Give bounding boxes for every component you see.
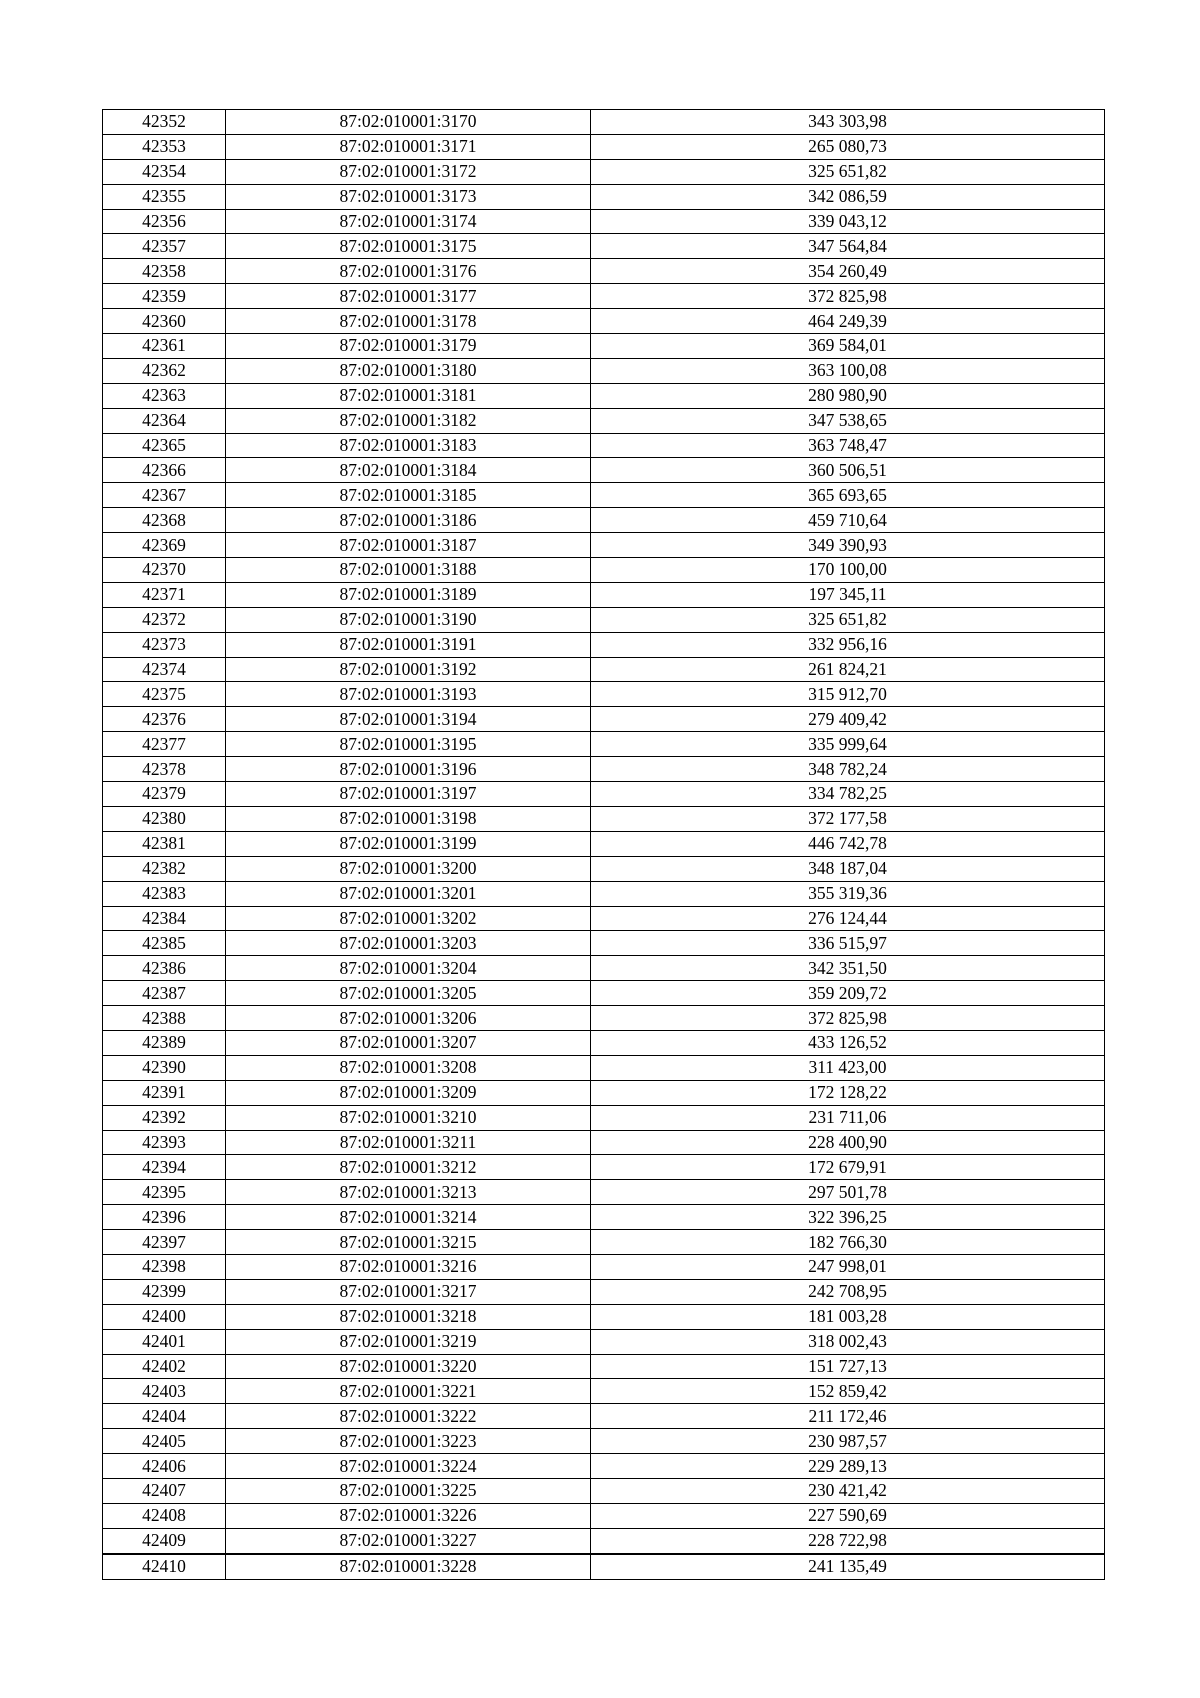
row-number-cell: 42400 [103,1304,226,1329]
table-row [103,1279,1105,1304]
table-row [103,558,1105,583]
row-number-cell: 42381 [103,831,226,856]
table-row [103,110,1105,135]
value-cell: 342 086,59 [591,184,1105,209]
cadastral-number-cell: 87:02:010001:3210 [226,1105,591,1130]
cadastral-number-cell: 87:02:010001:3202 [226,906,591,931]
table-row [103,1105,1105,1130]
row-number-cell: 42401 [103,1329,226,1354]
value-cell: 363 100,08 [591,358,1105,383]
table-row [103,358,1105,383]
cadastral-number-cell: 87:02:010001:3189 [226,582,591,607]
cadastral-number-cell: 87:02:010001:3192 [226,657,591,682]
table-row [103,806,1105,831]
table-row [103,1528,1105,1553]
table-row [103,831,1105,856]
row-number-cell: 42374 [103,657,226,682]
cadastral-number-cell: 87:02:010001:3184 [226,458,591,483]
value-cell: 151 727,13 [591,1354,1105,1379]
table-row [103,159,1105,184]
value-cell: 280 980,90 [591,383,1105,408]
table-row [103,906,1105,931]
value-cell: 446 742,78 [591,831,1105,856]
row-number-cell: 42396 [103,1205,226,1230]
table-row [103,1503,1105,1528]
row-number-cell: 42369 [103,533,226,558]
value-cell: 354 260,49 [591,259,1105,284]
table-row [103,607,1105,632]
cadastral-number-cell: 87:02:010001:3205 [226,981,591,1006]
cadastral-number-cell: 87:02:010001:3226 [226,1503,591,1528]
table-row [103,757,1105,782]
row-number-cell: 42363 [103,383,226,408]
cadastral-number-cell: 87:02:010001:3222 [226,1404,591,1429]
row-number-cell: 42368 [103,508,226,533]
cadastral-number-cell: 87:02:010001:3214 [226,1205,591,1230]
row-number-cell: 42398 [103,1254,226,1279]
cadastral-number-cell: 87:02:010001:3185 [226,483,591,508]
table-row [103,1180,1105,1205]
table-row [103,1205,1105,1230]
row-number-cell: 42367 [103,483,226,508]
cadastral-number-cell: 87:02:010001:3200 [226,856,591,881]
value-cell: 334 782,25 [591,782,1105,807]
row-number-cell: 42394 [103,1155,226,1180]
row-number-cell: 42385 [103,931,226,956]
cadastral-number-cell: 87:02:010001:3197 [226,782,591,807]
row-number-cell: 42383 [103,881,226,906]
row-number-cell: 42357 [103,234,226,259]
cadastral-number-cell: 87:02:010001:3176 [226,259,591,284]
table-row [103,1379,1105,1404]
row-number-cell: 42358 [103,259,226,284]
value-cell: 372 177,58 [591,806,1105,831]
cadastral-number-cell: 87:02:010001:3174 [226,209,591,234]
cadastral-number-cell: 87:02:010001:3218 [226,1304,591,1329]
value-cell: 365 693,65 [591,483,1105,508]
table-row [103,881,1105,906]
table-row [103,1254,1105,1279]
value-cell: 335 999,64 [591,732,1105,757]
cadastral-number-cell: 87:02:010001:3198 [226,806,591,831]
table-row [103,209,1105,234]
cadastral-number-cell: 87:02:010001:3215 [226,1230,591,1255]
value-cell: 322 396,25 [591,1205,1105,1230]
table-row [103,1155,1105,1180]
row-number-cell: 42370 [103,558,226,583]
row-number-cell: 42376 [103,707,226,732]
table-row [103,1478,1105,1503]
cadastral-number-cell: 87:02:010001:3190 [226,607,591,632]
table-row [103,582,1105,607]
value-cell: 242 708,95 [591,1279,1105,1304]
cadastral-number-cell: 87:02:010001:3177 [226,284,591,309]
value-cell: 433 126,52 [591,1030,1105,1055]
table-row [103,309,1105,334]
row-number-cell: 42360 [103,309,226,334]
cadastral-number-cell: 87:02:010001:3173 [226,184,591,209]
row-number-cell: 42365 [103,433,226,458]
row-number-cell: 42410 [103,1554,226,1579]
cadastral-number-cell: 87:02:010001:3221 [226,1379,591,1404]
value-cell: 311 423,00 [591,1055,1105,1080]
row-number-cell: 42371 [103,582,226,607]
cadastral-number-cell: 87:02:010001:3187 [226,533,591,558]
table-row [103,1030,1105,1055]
cadastral-value-table [102,109,1105,1580]
value-cell: 360 506,51 [591,458,1105,483]
value-cell: 318 002,43 [591,1329,1105,1354]
cadastral-number-cell: 87:02:010001:3170 [226,110,591,135]
value-cell: 325 651,82 [591,159,1105,184]
value-cell: 227 590,69 [591,1503,1105,1528]
value-cell: 459 710,64 [591,508,1105,533]
value-cell: 265 080,73 [591,134,1105,159]
cadastral-number-cell: 87:02:010001:3199 [226,831,591,856]
row-number-cell: 42392 [103,1105,226,1130]
row-number-cell: 42356 [103,209,226,234]
cadastral-number-cell: 87:02:010001:3171 [226,134,591,159]
value-cell: 170 100,00 [591,558,1105,583]
row-number-cell: 42397 [103,1230,226,1255]
value-cell: 369 584,01 [591,334,1105,359]
value-cell: 230 987,57 [591,1429,1105,1454]
table-row [103,1354,1105,1379]
value-cell: 315 912,70 [591,682,1105,707]
row-number-cell: 42388 [103,1006,226,1031]
row-number-cell: 42366 [103,458,226,483]
table-row [103,732,1105,757]
value-cell: 241 135,49 [591,1554,1105,1579]
row-number-cell: 42380 [103,806,226,831]
table-row [103,1230,1105,1255]
table-row [103,632,1105,657]
cadastral-number-cell: 87:02:010001:3208 [226,1055,591,1080]
table-row [103,1329,1105,1354]
table-row [103,1554,1105,1579]
cadastral-number-cell: 87:02:010001:3179 [226,334,591,359]
value-cell: 372 825,98 [591,284,1105,309]
value-cell: 247 998,01 [591,1254,1105,1279]
row-number-cell: 42386 [103,956,226,981]
cadastral-number-cell: 87:02:010001:3183 [226,433,591,458]
cadastral-number-cell: 87:02:010001:3201 [226,881,591,906]
row-number-cell: 42403 [103,1379,226,1404]
value-cell: 355 319,36 [591,881,1105,906]
cadastral-number-cell: 87:02:010001:3220 [226,1354,591,1379]
row-number-cell: 42384 [103,906,226,931]
table-row [103,1006,1105,1031]
cadastral-number-cell: 87:02:010001:3204 [226,956,591,981]
value-cell: 228 722,98 [591,1528,1105,1553]
row-number-cell: 42362 [103,358,226,383]
row-number-cell: 42377 [103,732,226,757]
value-cell: 229 289,13 [591,1454,1105,1479]
cadastral-number-cell: 87:02:010001:3209 [226,1080,591,1105]
cadastral-number-cell: 87:02:010001:3223 [226,1429,591,1454]
table-row [103,981,1105,1006]
value-cell: 464 249,39 [591,309,1105,334]
cadastral-number-cell: 87:02:010001:3194 [226,707,591,732]
table-body [103,110,1105,1580]
table-row [103,931,1105,956]
table-row [103,1429,1105,1454]
table-row [103,1304,1105,1329]
cadastral-number-cell: 87:02:010001:3191 [226,632,591,657]
value-cell: 297 501,78 [591,1180,1105,1205]
table-row [103,856,1105,881]
table-row [103,508,1105,533]
value-cell: 343 303,98 [591,110,1105,135]
table-row [103,134,1105,159]
row-number-cell: 42402 [103,1354,226,1379]
table-row [103,682,1105,707]
value-cell: 230 421,42 [591,1478,1105,1503]
table-row [103,533,1105,558]
row-number-cell: 42378 [103,757,226,782]
value-cell: 181 003,28 [591,1304,1105,1329]
table-row [103,1080,1105,1105]
value-cell: 152 859,42 [591,1379,1105,1404]
row-number-cell: 42372 [103,607,226,632]
table-row [103,234,1105,259]
value-cell: 332 956,16 [591,632,1105,657]
row-number-cell: 42373 [103,632,226,657]
cadastral-number-cell: 87:02:010001:3203 [226,931,591,956]
table-row [103,707,1105,732]
cadastral-number-cell: 87:02:010001:3216 [226,1254,591,1279]
cadastral-number-cell: 87:02:010001:3186 [226,508,591,533]
row-number-cell: 42355 [103,184,226,209]
table-row [103,408,1105,433]
cadastral-number-cell: 87:02:010001:3228 [226,1554,591,1579]
row-number-cell: 42406 [103,1454,226,1479]
row-number-cell: 42382 [103,856,226,881]
table-row [103,1454,1105,1479]
table-row [103,657,1105,682]
cadastral-number-cell: 87:02:010001:3213 [226,1180,591,1205]
value-cell: 347 538,65 [591,408,1105,433]
value-cell: 325 651,82 [591,607,1105,632]
value-cell: 347 564,84 [591,234,1105,259]
table-row [103,284,1105,309]
value-cell: 172 679,91 [591,1155,1105,1180]
cadastral-number-cell: 87:02:010001:3188 [226,558,591,583]
value-cell: 336 515,97 [591,931,1105,956]
row-number-cell: 42405 [103,1429,226,1454]
row-number-cell: 42352 [103,110,226,135]
cadastral-number-cell: 87:02:010001:3225 [226,1478,591,1503]
row-number-cell: 42408 [103,1503,226,1528]
value-cell: 279 409,42 [591,707,1105,732]
row-number-cell: 42389 [103,1030,226,1055]
cadastral-number-cell: 87:02:010001:3182 [226,408,591,433]
cadastral-number-cell: 87:02:010001:3207 [226,1030,591,1055]
table-row [103,1055,1105,1080]
value-cell: 211 172,46 [591,1404,1105,1429]
value-cell: 348 187,04 [591,856,1105,881]
value-cell: 372 825,98 [591,1006,1105,1031]
value-cell: 348 782,24 [591,757,1105,782]
row-number-cell: 42354 [103,159,226,184]
cadastral-number-cell: 87:02:010001:3224 [226,1454,591,1479]
row-number-cell: 42390 [103,1055,226,1080]
row-number-cell: 42379 [103,782,226,807]
cadastral-number-cell: 87:02:010001:3172 [226,159,591,184]
cadastral-number-cell: 87:02:010001:3211 [226,1130,591,1155]
cadastral-number-cell: 87:02:010001:3227 [226,1528,591,1553]
cadastral-number-cell: 87:02:010001:3181 [226,383,591,408]
table-row [103,1130,1105,1155]
table-row [103,1404,1105,1429]
value-cell: 182 766,30 [591,1230,1105,1255]
row-number-cell: 42391 [103,1080,226,1105]
row-number-cell: 42409 [103,1528,226,1553]
value-cell: 197 345,11 [591,582,1105,607]
value-cell: 172 128,22 [591,1080,1105,1105]
table-row [103,483,1105,508]
cadastral-number-cell: 87:02:010001:3196 [226,757,591,782]
value-cell: 228 400,90 [591,1130,1105,1155]
row-number-cell: 42359 [103,284,226,309]
cadastral-number-cell: 87:02:010001:3175 [226,234,591,259]
table-row [103,433,1105,458]
table-row [103,383,1105,408]
value-cell: 342 351,50 [591,956,1105,981]
row-number-cell: 42404 [103,1404,226,1429]
cadastral-number-cell: 87:02:010001:3219 [226,1329,591,1354]
value-cell: 359 209,72 [591,981,1105,1006]
row-number-cell: 42361 [103,334,226,359]
value-cell: 349 390,93 [591,533,1105,558]
row-number-cell: 42393 [103,1130,226,1155]
row-number-cell: 42407 [103,1478,226,1503]
table-row [103,956,1105,981]
table-row [103,458,1105,483]
cadastral-number-cell: 87:02:010001:3206 [226,1006,591,1031]
value-cell: 231 711,06 [591,1105,1105,1130]
cadastral-number-cell: 87:02:010001:3180 [226,358,591,383]
cadastral-number-cell: 87:02:010001:3193 [226,682,591,707]
row-number-cell: 42353 [103,134,226,159]
cadastral-number-cell: 87:02:010001:3212 [226,1155,591,1180]
table-row [103,184,1105,209]
table-row [103,259,1105,284]
row-number-cell: 42387 [103,981,226,1006]
value-cell: 276 124,44 [591,906,1105,931]
row-number-cell: 42375 [103,682,226,707]
cadastral-number-cell: 87:02:010001:3217 [226,1279,591,1304]
row-number-cell: 42399 [103,1279,226,1304]
value-cell: 363 748,47 [591,433,1105,458]
value-cell: 339 043,12 [591,209,1105,234]
cadastral-number-cell: 87:02:010001:3178 [226,309,591,334]
value-cell: 261 824,21 [591,657,1105,682]
table-row [103,334,1105,359]
cadastral-number-cell: 87:02:010001:3195 [226,732,591,757]
table-row [103,782,1105,807]
row-number-cell: 42364 [103,408,226,433]
row-number-cell: 42395 [103,1180,226,1205]
